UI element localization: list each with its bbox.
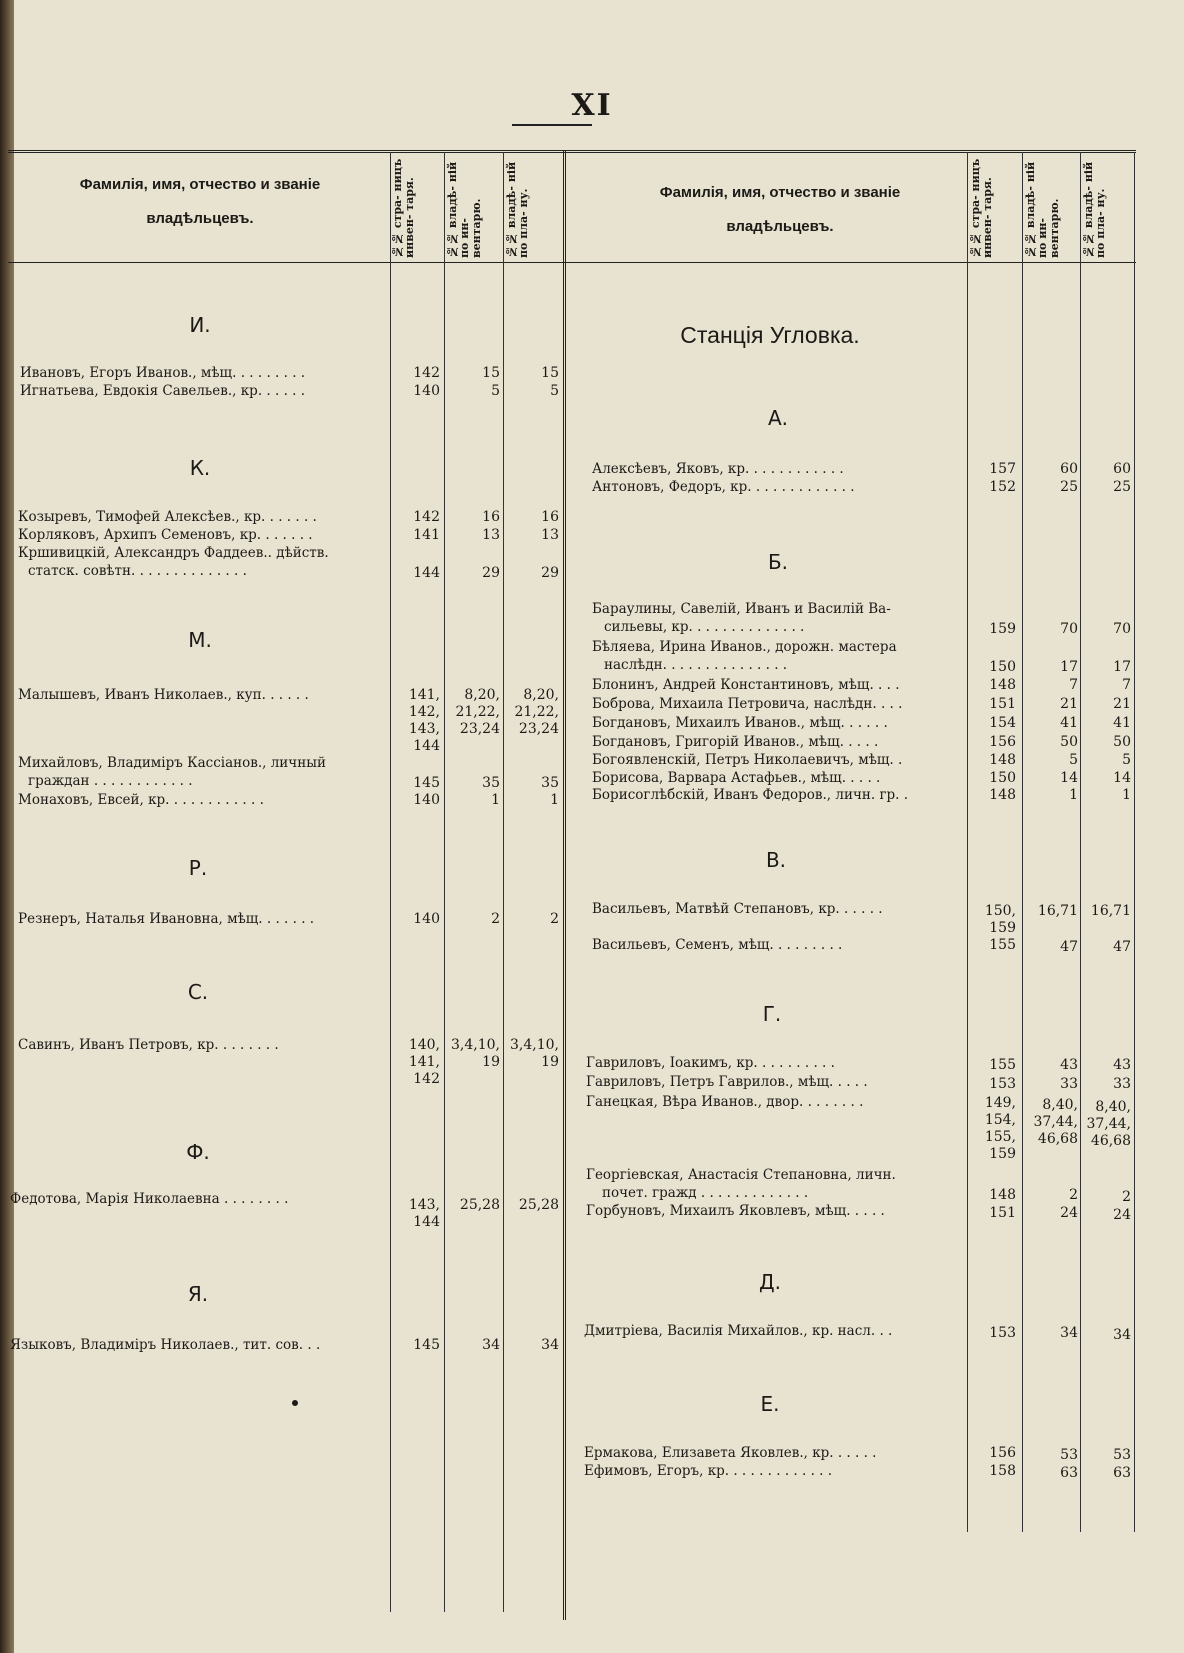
plan-cell: 2 xyxy=(550,911,559,927)
section-letter: Б. xyxy=(767,550,789,574)
col-divider xyxy=(503,152,504,1612)
pages-cell: 143, xyxy=(408,1197,440,1213)
pages-cell: 145 xyxy=(413,1337,440,1353)
plan-cell: 15 xyxy=(541,365,559,381)
owner-name: Ганецкая, Вѣра Иванов., двор. . . . . . . . xyxy=(586,1094,864,1110)
owner-name-continuation: наслѣдн. . . . . . . . . . . . . . . xyxy=(604,657,788,673)
header-name-line2: владѣльцевъ. xyxy=(146,210,254,227)
plan-cell: 14 xyxy=(1113,770,1131,786)
page-center-rule xyxy=(563,150,566,1620)
pages-cell: 159 xyxy=(989,621,1016,637)
plan-cell: 53 xyxy=(1113,1447,1131,1463)
section-letter: А. xyxy=(767,406,789,430)
inventory-cell: 37,44, xyxy=(1033,1114,1078,1130)
header-name-line2: владѣльцевъ. xyxy=(726,218,834,235)
owner-name: Блонинъ, Андрей Константиновъ, мѣщ. . . . xyxy=(592,677,900,693)
plan-cell: 17 xyxy=(1113,659,1131,675)
plan-cell: 24 xyxy=(1113,1207,1131,1223)
col-divider xyxy=(444,152,445,1612)
plan-cell: 2 xyxy=(1122,1189,1131,1205)
owner-name: Боброва, Михаила Петровича, наслѣдн. . . . xyxy=(592,696,903,712)
pages-cell: 144 xyxy=(413,565,440,581)
inventory-cell: 2 xyxy=(1069,1187,1078,1203)
inventory-cell: 15 xyxy=(482,365,500,381)
plan-cell: 8,20, xyxy=(523,687,559,703)
pages-cell: 148 xyxy=(989,677,1016,693)
inventory-cell: 60 xyxy=(1060,461,1078,477)
plan-cell: 5 xyxy=(1122,752,1131,768)
pages-cell: 149, xyxy=(984,1095,1016,1111)
owner-name: Федотова, Марія Николаевна . . . . . . . . xyxy=(10,1191,289,1207)
pages-cell: 155 xyxy=(989,1057,1016,1073)
plan-cell: 70 xyxy=(1113,621,1131,637)
owner-name: Ермакова, Елизавета Яковлев., кр. . . . . . xyxy=(584,1445,877,1461)
inventory-cell: 16 xyxy=(482,509,500,525)
pages-cell: 155, xyxy=(984,1129,1016,1145)
section-letter: Р. xyxy=(188,856,208,880)
owner-name: Савинъ, Иванъ Петровъ, кр. . . . . . . . xyxy=(18,1037,279,1053)
inventory-cell: 70 xyxy=(1060,621,1078,637)
section-letter: Е. xyxy=(760,1392,780,1416)
ink-spot-mark xyxy=(292,1400,298,1406)
inventory-cell: 53 xyxy=(1060,1447,1078,1463)
inventory-cell: 16,71 xyxy=(1037,903,1078,919)
header-name-line1: Фамилія, имя, отчество и званіе xyxy=(79,176,321,193)
plan-cell: 13 xyxy=(541,527,559,543)
plan-cell: 1 xyxy=(1122,787,1131,803)
pages-cell: 150, xyxy=(984,903,1016,919)
section-letter: Я. xyxy=(187,1282,209,1306)
inventory-cell: 41 xyxy=(1060,715,1078,731)
plan-cell: 5 xyxy=(550,383,559,399)
section-letter: М. xyxy=(188,628,212,652)
col-divider xyxy=(1022,152,1023,1532)
owner-name: Козыревъ, Тимофей Алексѣев., кр. . . . . . . xyxy=(18,509,317,525)
inventory-cell: 1 xyxy=(491,792,500,808)
owner-name: Корляковъ, Архипъ Семеновъ, кр. . . . . . . xyxy=(18,527,313,543)
pages-cell: 153 xyxy=(989,1076,1016,1092)
pages-cell: 159 xyxy=(989,1146,1016,1162)
plan-cell: 34 xyxy=(541,1337,559,1353)
inventory-cell: 7 xyxy=(1069,677,1078,693)
plan-cell: 41 xyxy=(1113,715,1131,731)
book-binding xyxy=(0,0,14,1653)
pages-cell: 154, xyxy=(984,1112,1016,1128)
header-name-column xyxy=(20,168,380,236)
inventory-cell: 19 xyxy=(482,1054,500,1070)
header-name-line1: Фамилія, имя, отчество и званіе xyxy=(659,184,901,201)
owner-name: Резнеръ, Наталья Ивановна, мѣщ. . . . . . . xyxy=(18,911,315,927)
pages-cell: 157 xyxy=(989,461,1016,477)
owner-name-continuation: статск. совѣтн. . . . . . . . . . . . . . xyxy=(28,563,247,579)
header-pages-column-right: №№ стра- ницъ инвен- таря. xyxy=(969,158,994,258)
inventory-cell: 14 xyxy=(1060,770,1078,786)
pages-cell: 151 xyxy=(989,1205,1016,1221)
pages-cell: 155 xyxy=(989,937,1016,953)
pages-cell: 150 xyxy=(989,659,1016,675)
inventory-cell: 23,24 xyxy=(459,721,500,737)
owner-name: Ивановъ, Егоръ Иванов., мѣщ. . . . . . . . . xyxy=(20,365,306,381)
owner-name: Борисова, Варвара Астафьев., мѣщ. . . . . xyxy=(592,770,881,786)
owner-name: Монаховъ, Евсей, кр. . . . . . . . . . . . xyxy=(18,792,264,808)
inventory-cell: 8,40, xyxy=(1042,1097,1078,1113)
header-inventory-column: №№ владѣ- ній по ин- вентарю. xyxy=(446,161,483,258)
plan-cell: 3,4,10, xyxy=(510,1037,559,1053)
inventory-cell: 63 xyxy=(1060,1465,1078,1481)
owner-name: Богоявленскій, Петръ Николаевичъ, мѣщ. . xyxy=(592,752,903,768)
pages-cell: 142 xyxy=(413,365,440,381)
owner-name: Горбуновъ, Михаилъ Яковлевъ, мѣщ. . . . . xyxy=(586,1203,885,1219)
pages-cell: 144 xyxy=(413,738,440,754)
owner-name: Языковъ, Владиміръ Николаев., тит. сов. . . xyxy=(10,1337,321,1353)
owner-name: Бѣляева, Ирина Иванов., дорожн. мастера xyxy=(592,639,897,655)
plan-cell: 1 xyxy=(550,792,559,808)
plan-cell: 7 xyxy=(1122,677,1131,693)
pages-cell: 159 xyxy=(989,920,1016,936)
owner-name: Алексѣевъ, Яковъ, кр. . . . . . . . . . . . xyxy=(592,461,844,477)
plan-cell: 25 xyxy=(1113,479,1131,495)
header-inventory-column-right: №№ владѣ- ній по ин- вентарю. xyxy=(1024,161,1061,258)
inventory-cell: 46,68 xyxy=(1037,1131,1078,1147)
owner-name: Гавриловъ, Петръ Гаврилов., мѣщ. . . . . xyxy=(586,1074,868,1090)
inventory-cell: 34 xyxy=(1060,1325,1078,1341)
plan-cell: 8,40, xyxy=(1095,1099,1131,1115)
inventory-cell: 5 xyxy=(1069,752,1078,768)
pages-cell: 148 xyxy=(989,1187,1016,1203)
pages-cell: 142 xyxy=(413,509,440,525)
pages-cell: 140 xyxy=(413,911,440,927)
plan-cell: 19 xyxy=(541,1054,559,1070)
pages-cell: 151 xyxy=(989,696,1016,712)
owner-name-continuation: граждан . . . . . . . . . . . . xyxy=(28,773,193,789)
inventory-cell: 8,20, xyxy=(464,687,500,703)
owner-name: Ефимовъ, Егоръ, кр. . . . . . . . . . . . . xyxy=(584,1463,833,1479)
pages-cell: 142, xyxy=(408,704,440,720)
pages-cell: 150 xyxy=(989,770,1016,786)
header-plan-column: №№ владѣ- ній по пла- ну. xyxy=(505,161,530,258)
plan-cell: 29 xyxy=(541,565,559,581)
col-divider xyxy=(1134,152,1135,1532)
plan-cell: 43 xyxy=(1113,1057,1131,1073)
plan-cell: 23,24 xyxy=(518,721,559,737)
inventory-cell: 21 xyxy=(1060,696,1078,712)
header-name-column-right xyxy=(600,176,960,244)
col-divider xyxy=(1080,152,1081,1532)
inventory-cell: 25 xyxy=(1060,479,1078,495)
owner-name: Гавриловъ, Іоакимъ, кр. . . . . . . . . . xyxy=(586,1055,835,1071)
pages-cell: 141, xyxy=(408,687,440,703)
pages-cell: 156 xyxy=(989,734,1016,750)
owner-name: Дмитріева, Василія Михайлов., кр. насл. . . xyxy=(584,1323,893,1339)
plan-cell: 37,44, xyxy=(1086,1116,1131,1132)
inventory-cell: 24 xyxy=(1060,1205,1078,1221)
inventory-cell: 1 xyxy=(1069,787,1078,803)
plan-cell: 21,22, xyxy=(514,704,559,720)
plan-cell: 21 xyxy=(1113,696,1131,712)
inventory-cell: 3,4,10, xyxy=(451,1037,500,1053)
owner-name: Борисоглѣбскій, Иванъ Федоров., личн. гр. . xyxy=(592,787,909,803)
pages-cell: 140 xyxy=(413,383,440,399)
inventory-cell: 47 xyxy=(1060,939,1078,955)
section-letter: С. xyxy=(187,980,209,1004)
pages-cell: 145 xyxy=(413,775,440,791)
section-letter: Д. xyxy=(759,1270,781,1294)
inventory-cell: 5 xyxy=(491,383,500,399)
pages-cell: 143, xyxy=(408,721,440,737)
header-pages-column: №№ стра- ницъ инвен- таря. xyxy=(391,158,416,258)
section-letter: Ф. xyxy=(186,1140,210,1164)
pages-cell: 158 xyxy=(989,1463,1016,1479)
pages-cell: 142 xyxy=(413,1071,440,1087)
owner-name: Васильевъ, Семенъ, мѣщ. . . . . . . . . xyxy=(592,937,843,953)
plan-cell: 33 xyxy=(1113,1076,1131,1092)
pages-cell: 140, xyxy=(408,1037,440,1053)
plan-cell: 46,68 xyxy=(1090,1133,1131,1149)
section-letter: И. xyxy=(189,313,211,337)
section-letter: К. xyxy=(189,456,211,480)
owner-name: Георгіевская, Анастасія Степановна, личн. xyxy=(586,1167,896,1183)
inventory-cell: 50 xyxy=(1060,734,1078,750)
page-number: XI xyxy=(571,88,613,123)
pages-cell: 140 xyxy=(413,792,440,808)
col-divider xyxy=(967,152,968,1532)
inventory-cell: 43 xyxy=(1060,1057,1078,1073)
page-number-underline xyxy=(512,124,592,126)
inventory-cell: 34 xyxy=(482,1337,500,1353)
inventory-cell: 13 xyxy=(482,527,500,543)
owner-name-continuation: сильевы, кр. . . . . . . . . . . . . . xyxy=(604,619,805,635)
pages-cell: 148 xyxy=(989,752,1016,768)
inventory-cell: 17 xyxy=(1060,659,1078,675)
pages-cell: 148 xyxy=(989,787,1016,803)
pages-cell: 141, xyxy=(408,1054,440,1070)
plan-cell: 34 xyxy=(1113,1327,1131,1343)
pages-cell: 141 xyxy=(413,527,440,543)
owner-name: Малышевъ, Иванъ Николаев., куп. . . . . . xyxy=(18,687,309,703)
plan-cell: 47 xyxy=(1113,939,1131,955)
owner-name: Кршивицкій, Александръ Фаддеев.. дѣйств. xyxy=(18,545,329,561)
pages-cell: 144 xyxy=(413,1214,440,1230)
inventory-cell: 29 xyxy=(482,565,500,581)
owner-name: Антоновъ, Федоръ, кр. . . . . . . . . . . . . xyxy=(592,479,855,495)
inventory-cell: 21,22, xyxy=(455,704,500,720)
plan-cell: 35 xyxy=(541,775,559,791)
inventory-cell: 33 xyxy=(1060,1076,1078,1092)
col-divider xyxy=(390,152,391,1612)
owner-name: Богдановъ, Михаилъ Иванов., мѣщ. . . . . . xyxy=(592,715,888,731)
plan-cell: 63 xyxy=(1113,1465,1131,1481)
plan-cell: 60 xyxy=(1113,461,1131,477)
pages-cell: 156 xyxy=(989,1445,1016,1461)
owner-name: Михайловъ, Владиміръ Кассіанов., личный xyxy=(18,755,326,771)
pages-cell: 153 xyxy=(989,1325,1016,1341)
owner-name-continuation: почет. гражд . . . . . . . . . . . . . xyxy=(602,1185,809,1201)
owner-name: Васильевъ, Матвѣй Степановъ, кр. . . . . . xyxy=(592,901,883,917)
inventory-cell: 2 xyxy=(491,911,500,927)
pages-cell: 154 xyxy=(989,715,1016,731)
header-plan-column-right: №№ владѣ- ній по пла- ну. xyxy=(1082,161,1107,258)
owner-name: Бараулины, Савелій, Иванъ и Василій Ва- xyxy=(592,601,891,617)
section-letter: Г. xyxy=(762,1002,782,1026)
inventory-cell: 25,28 xyxy=(459,1197,500,1213)
inventory-cell: 35 xyxy=(482,775,500,791)
section-letter: В. xyxy=(765,848,787,872)
plan-cell: 16 xyxy=(541,509,559,525)
pages-cell: 152 xyxy=(989,479,1016,495)
plan-cell: 16,71 xyxy=(1090,903,1131,919)
plan-cell: 25,28 xyxy=(518,1197,559,1213)
owner-name: Игнатьева, Евдокія Савельев., кр. . . . . . xyxy=(20,383,306,399)
station-title: Станція Угловка. xyxy=(680,322,860,348)
plan-cell: 50 xyxy=(1113,734,1131,750)
owner-name: Богдановъ, Григорій Иванов., мѣщ. . . . . xyxy=(592,734,879,750)
